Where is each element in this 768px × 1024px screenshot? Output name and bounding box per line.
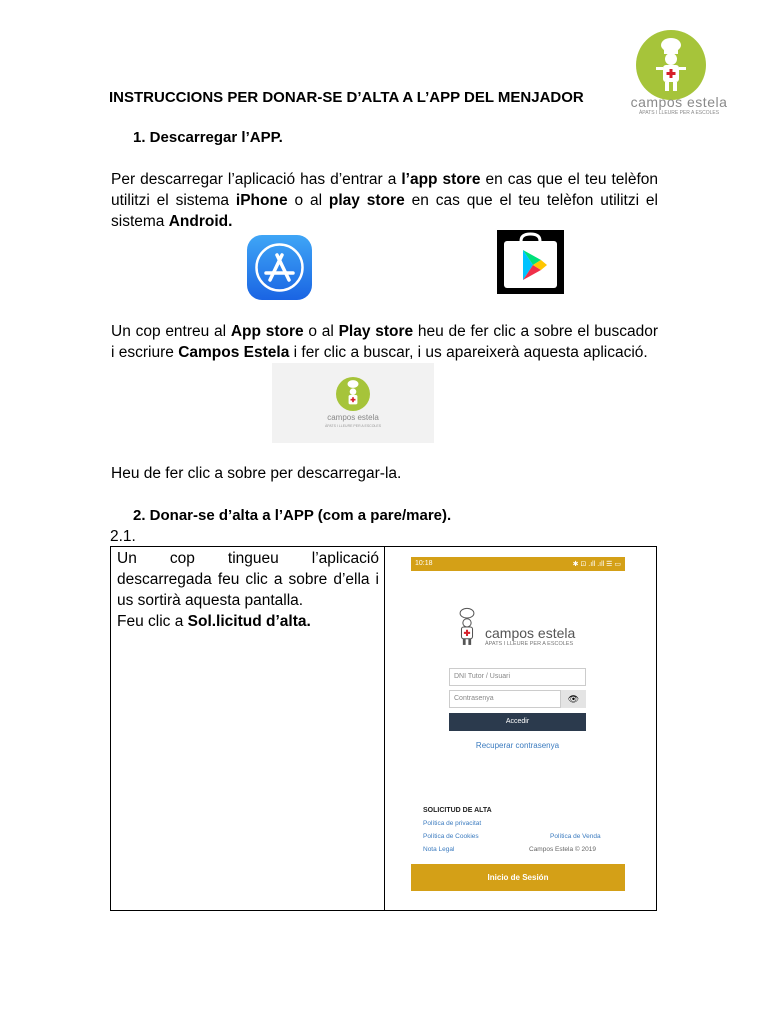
- password-input[interactable]: Contrasenya: [449, 690, 561, 708]
- login-button[interactable]: Inicio de Sesión: [411, 864, 625, 891]
- logo-name: campos estela: [630, 94, 728, 110]
- paragraph-click-download: Heu de fer clic a sobre per descarregar-la.: [111, 465, 402, 482]
- logo-subtitle: ÀPATS I LLEURE PER A ESCOLES: [638, 110, 720, 116]
- document-title: INSTRUCCIONS PER DONAR-SE D’ALTA A L’APP DEL MENJADOR: [109, 89, 584, 106]
- app-preview-image: [272, 363, 434, 443]
- paragraph-download: Per descarregar l’aplicació has d’entrar a l’app store en cas que el teu telèfon utilitzi el sistema iPhone o al play store en cas que el teu telèfon utilitzi el sistema Android.: [111, 171, 658, 230]
- cookies-policy-link[interactable]: Política de Cookies: [423, 833, 479, 840]
- show-password-icon[interactable]: 👁: [561, 690, 586, 708]
- chef-icon: [342, 379, 364, 411]
- chef-icon: [449, 607, 485, 647]
- step-number: 2.1.: [110, 528, 136, 545]
- user-input[interactable]: DNI Tutor / Usuari: [449, 668, 586, 686]
- solicitud-alta-link[interactable]: SOLICITUD DE ALTA: [423, 807, 492, 814]
- play-store-icon: [497, 230, 564, 294]
- instruction-cell-text: Un cop tingueu l’aplicació descarregada feu clic a sobre d’ella i us sortirà aquesta pantalla. Feu clic a Sol.licitud d’alta.: [117, 550, 379, 630]
- paragraph-search: Un cop entreu al App store o al Play store heu de fer clic a sobre el buscador i escriure Campos Estela i fer clic a buscar, i us apareixerà aquesta aplicació.: [111, 323, 658, 361]
- status-icons: ✱ ⊡ .ıll .ıll ☰ ▭: [572, 561, 621, 568]
- copyright-text: Campos Estela © 2019: [529, 846, 596, 853]
- privacy-policy-link[interactable]: Política de privacitat: [423, 820, 482, 827]
- app-login-screenshot: [411, 557, 625, 891]
- section-1-heading: 1. Descarregar l’APP.: [133, 129, 283, 146]
- accedir-button[interactable]: Accedir: [449, 713, 586, 731]
- company-logo: [626, 30, 732, 120]
- chef-icon: [652, 36, 690, 94]
- preview-logo-subtitle: ÀPATS I LLEURE PER A ESCOLES: [324, 424, 382, 428]
- recover-password-link[interactable]: Recuperar contrasenya: [475, 741, 560, 750]
- sales-policy-link[interactable]: Política de Venda: [550, 833, 601, 840]
- legal-note-link[interactable]: Nota Legal: [423, 846, 455, 853]
- preview-logo-name: campos estela: [327, 413, 379, 422]
- app-logo-name: campos estela: [485, 625, 576, 641]
- app-logo-subtitle: ÀPATS I LLEURE PER A ESCOLES: [485, 641, 574, 647]
- status-time: 10:18: [415, 560, 433, 567]
- table-divider: [384, 547, 385, 910]
- section-2-heading: 2. Donar-se d’alta a l’APP (com a pare/mare).: [133, 507, 452, 524]
- status-bar: [411, 557, 625, 571]
- app-store-icon: [244, 231, 316, 303]
